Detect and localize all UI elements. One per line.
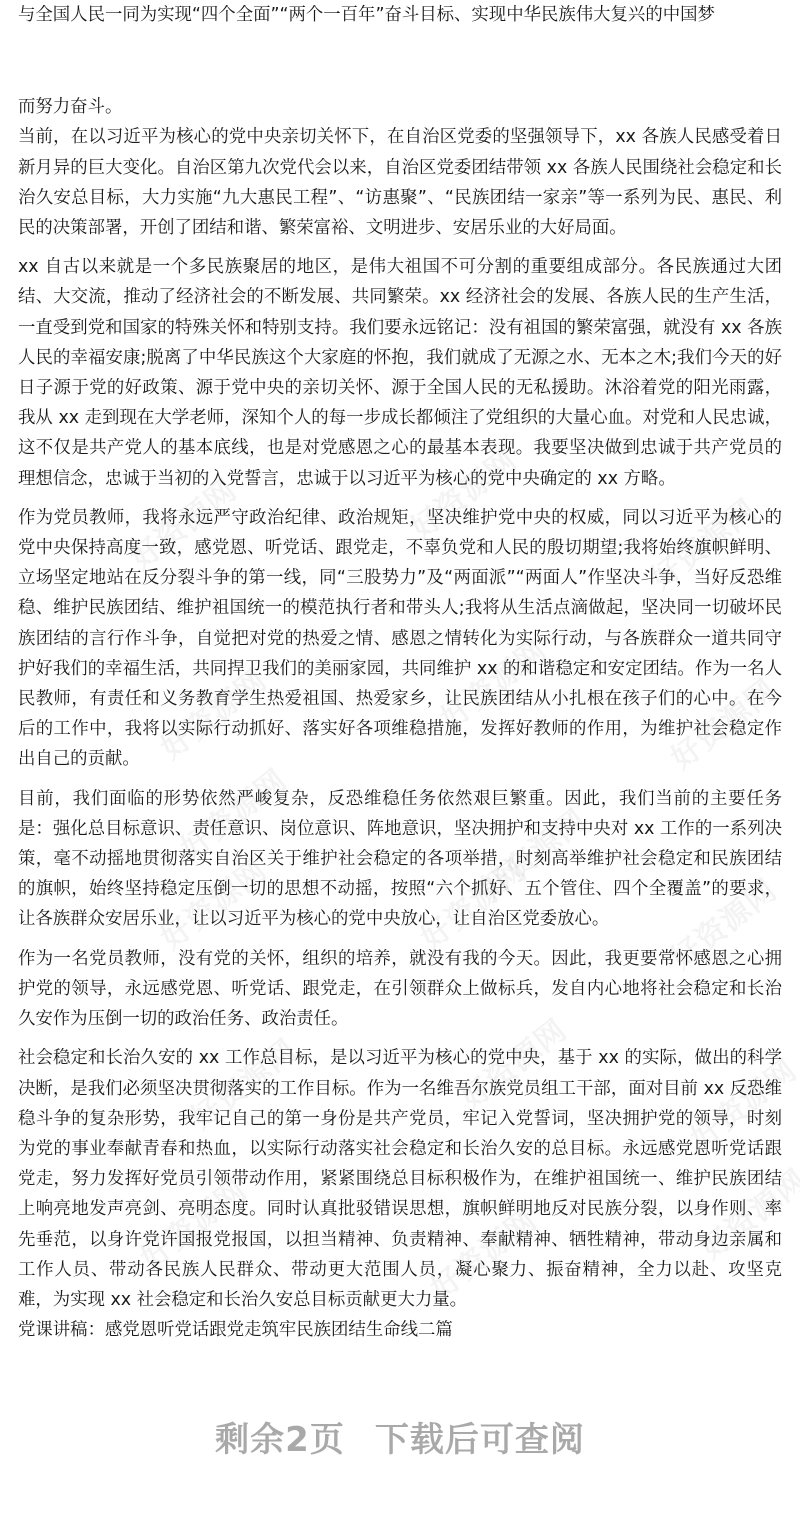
paragraph-total-goal: 社会稳定和长治久安的 xx 工作总目标，是以习近平为核心的党中央，基于 xx 的实际，做出的科学决断，是我们必须坚决贯彻落实的工作目标。作为一名维吾尔族党员组工干部，面对目前 xx 反恐维稳斗争的复杂形势，我牢记自己的第一身份是共产党员，牢记入党誓词，坚决拥护党的领导，时刻为党的事业奉献青春和热血，以实际行动落实社会稳定和长治久安的总目标。永远感党恩听党话跟党走，努力发挥好党员引领带动作用，紧紧围绕总目标积极作为，在维护祖国统一、维护民族团结上响亮地发声亮剑、亮明态度。同时认真批驳错误思想，旗帜鲜明地反对民族分裂，以身作则、率先垂范，以身许党许国报党报国，以担当精神、负责精神、奉献精神、牺牲精神，带动身边亲属和工作人员、带动各民族人民群众、带动更大范围人员，凝心聚力、振奋精神，全力以赴、攻坚克难，为实现 xx 社会稳定和长治久安总目标贡献更大力量。 xyxy=(18,1048,782,1310)
page-break-spacer xyxy=(18,30,782,92)
paragraph-gap xyxy=(18,243,782,252)
paragraph-continued-tail: 而努力奋斗。 xyxy=(18,97,123,118)
paragraph-gap xyxy=(18,775,782,784)
paragraph-party-teacher-pledge: 作为党员教师，我将永远严守政治纪律、政治规矩，坚决维护党中央的权威，同以习近平为核心的党中央保持高度一致，感党恩、听党话、跟党走，不辜负党和人民的殷切期望;我将始终旗帜鲜明、立场坚定地站在反分裂斗争的第一线，同“三股势力”及“两面派”“两面人”作坚决斗争，当好反恐维稳、维护民族团结、维护祖国统一的模范执行者和带头人;我将从生活点滴做起，坚决同一切破坏民族团结的言行作斗争，自觉把对党的热爱之情、感恩之情转化为实际行动，与各族群众一道共同守护好我们的幸福生活，共同捍卫我们的美丽家园，共同维护 xx 的和谐稳定和安定团结。作为一名人民教师，有责任和义务教育学生热爱祖国、热爱家乡，让民族团结从小扎根在孩子们的心中。在今后的工作中，我将以实际行动抓好、落实好各项维稳措施，发挥好教师的作用，为维护社会稳定作出自己的贡献。 xyxy=(18,507,782,770)
remaining-pages-label: 剩余2页 xyxy=(215,1420,345,1460)
download-prompt-banner xyxy=(0,1368,800,1519)
paragraph-gratitude: 作为一名党员教师，没有党的关怀，组织的培养，就没有我的今天。因此，我更要常怀感恩之心拥护党的领导，永远感党恩、听党话、跟党走，在引领群众上做标兵，发自内心地将社会稳定和长治久安作为压倒一切的政治任务、政治责任。 xyxy=(18,948,782,1030)
document-text-body xyxy=(18,0,782,1345)
paragraph-current-situation: 当前，在以习近平为核心的党中央亲切关怀下，在自治区党委的坚强领导下，xx 各族人民感受着日新月异的巨大变化。自治区第九次党代会以来，自治区党委团结带领 xx 各族人民围绕社会稳定和长治久安总目标，大力实施“九大惠民工程”、“访惠聚”、“民族团结一家亲”等一系列为民、惠民、利民的决策部署，开创了团结和谐、繁荣富裕、文明进步、安居乐业的大好局面。 xyxy=(18,127,782,239)
paragraph-gap xyxy=(18,935,782,944)
download-to-view-label: 下载后可查阅 xyxy=(374,1420,585,1460)
download-prompt-text xyxy=(215,1412,585,1461)
paragraph-current-tasks: 目前，我们面临的形势依然严峻复杂，反恐维稳任务依然艰巨繁重。因此，我们当前的主要任务是：强化总目标意识、责任意识、岗位意识、阵地意识，坚决拥护和支持中央对 xx 工作的一系列决策，毫不动摇地贯彻落实自治区关于维护社会稳定的各项举措，时刻高举维护社会稳定和民族团结的旗帜，始终坚持稳定压倒一切的思想不动摇，按照“六个抓好、五个管住、四个全覆盖”的要求，让各族群众安居乐业，让以习近平为核心的党中央放心，让自治区党委放心。 xyxy=(18,788,782,930)
paragraph-multiethnic-region: xx 自古以来就是一个多民族聚居的地区，是伟大祖国不可分割的重要组成部分。各民族通过大团结、大交流，推动了经济社会的不断发展、共同繁荣。xx 经济社会的发展、各族人民的生产生活，一直受到党和国家的特殊关怀和特别支持。我们要永远铭记：没有祖国的繁荣富强，就没有 xx 各族人民的幸福安康;脱离了中华民族这个大家庭的怀抱，我们就成了无源之水、无本之木;我们今天的好日子源于党的好政策、源于党中央的亲切关怀、源于全国人民的无私援助。沐浴着党的阳光雨露，我从 xx 走到现在大学老师，深知个人的每一步成长都倾注了党组织的大量心血。对党和人民忠诚，这不仅是共产党人的基本底线，也是对党感恩之心的最基本表现。我要坚决做到忠诚于共产党员的理想信念，忠诚于当初的入党誓言，忠诚于以习近平为核心的党中央确定的 xx 方略。 xyxy=(18,257,782,489)
paragraph-gap xyxy=(18,494,782,503)
paragraph-next-document-title: 党课讲稿：感党恩听党话跟党走筑牢民族团结生命线二篇 xyxy=(18,1320,453,1341)
paragraph-gap xyxy=(18,1034,782,1043)
paragraph-continued-headline: 与全国人民一同为实现“四个全面”“两个一百年”奋斗目标、实现中华民族伟大复兴的中国梦 xyxy=(18,5,715,25)
